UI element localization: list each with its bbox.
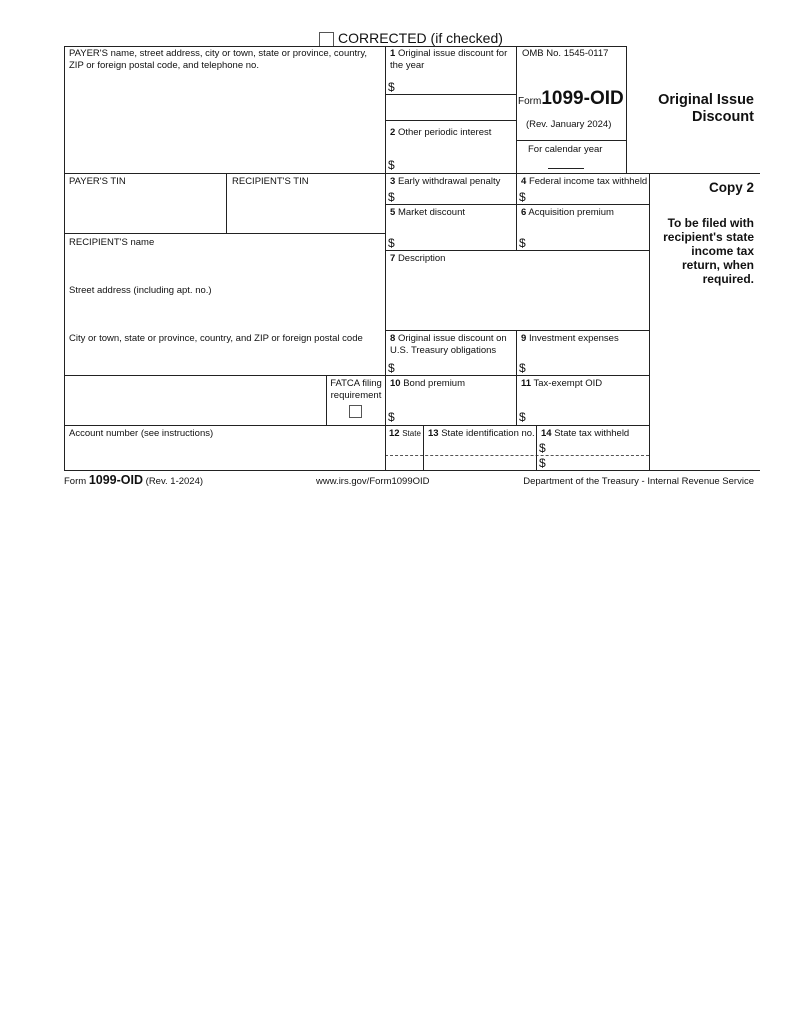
box8-label: 8 Original issue discount on U.S. Treasury obligations <box>390 333 507 356</box>
recipient-tin-label: RECIPIENT'S TIN <box>232 176 309 187</box>
form-title: Original Issue Discount <box>658 92 754 125</box>
footer-form-id: Form 1099-OID (Rev. 1-2024) <box>64 473 204 487</box>
box9-dollar: $ <box>519 361 526 375</box>
form-id: Form1099-OID <box>518 88 624 109</box>
street-address-label: Street address (including apt. no.) <box>69 285 212 296</box>
box14-dollar-2: $ <box>539 456 546 470</box>
corrected-label: CORRECTED (if checked) <box>338 30 503 46</box>
account-number-label: Account number (see instructions) <box>69 428 214 439</box>
box2-label: 2 Other periodic interest <box>390 127 492 138</box>
box5-dollar: $ <box>388 236 395 250</box>
box3-dollar: $ <box>388 190 395 204</box>
box1-label: 1 Original issue discount for the year <box>390 48 508 71</box>
box14-dollar-1: $ <box>539 441 546 455</box>
copy-label: Copy 2 <box>708 180 754 195</box>
box4-dollar: $ <box>519 190 526 204</box>
box3-label: 3 Early withdrawal penalty <box>390 176 501 187</box>
payer-label: PAYER'S name, street address, city or town, state or province, country, ZIP or foreign postal code, and telephone no. <box>69 48 368 71</box>
footer-department: Department of the Treasury - Internal Revenue Service <box>523 476 754 487</box>
box6-dollar: $ <box>519 236 526 250</box>
copy-description: To be filed with recipient's state income tax return, when required. <box>663 216 754 286</box>
box10-label: 10 Bond premium <box>390 378 465 389</box>
box2-dollar: $ <box>388 158 395 172</box>
box5-label: 5 Market discount <box>390 207 465 218</box>
box11-label: 11 Tax-exempt OID <box>521 378 603 389</box>
box8-dollar: $ <box>388 361 395 375</box>
box9-label: 9 Investment expenses <box>521 333 619 344</box>
box12-label: 12 State <box>389 428 421 439</box>
corrected-checkbox[interactable] <box>319 32 334 47</box>
revision: (Rev. January 2024) <box>526 119 612 130</box>
calendar-year-label: For calendar year <box>528 144 603 155</box>
footer-url: www.irs.gov/Form1099OID <box>316 476 430 487</box>
box6-label: 6 Acquisition premium <box>521 207 614 218</box>
box1-dollar: $ <box>388 80 395 94</box>
fatca-checkbox[interactable] <box>349 405 362 418</box>
box13-label: 13 State identification no. <box>428 428 535 439</box>
payer-tin-label: PAYER'S TIN <box>69 176 126 187</box>
omb-number: OMB No. 1545-0117 <box>522 48 609 59</box>
box4-label: 4 Federal income tax withheld <box>521 176 648 187</box>
box10-dollar: $ <box>388 410 395 424</box>
fatca-label: FATCA filing requirement <box>330 378 382 401</box>
box14-label: 14 State tax withheld <box>541 428 630 439</box>
box11-dollar: $ <box>519 410 526 424</box>
city-label: City or town, state or province, country, and ZIP or foreign postal code <box>69 333 363 344</box>
recipient-name-label: RECIPIENT'S name <box>69 237 155 248</box>
box7-label: 7 Description <box>390 253 446 264</box>
